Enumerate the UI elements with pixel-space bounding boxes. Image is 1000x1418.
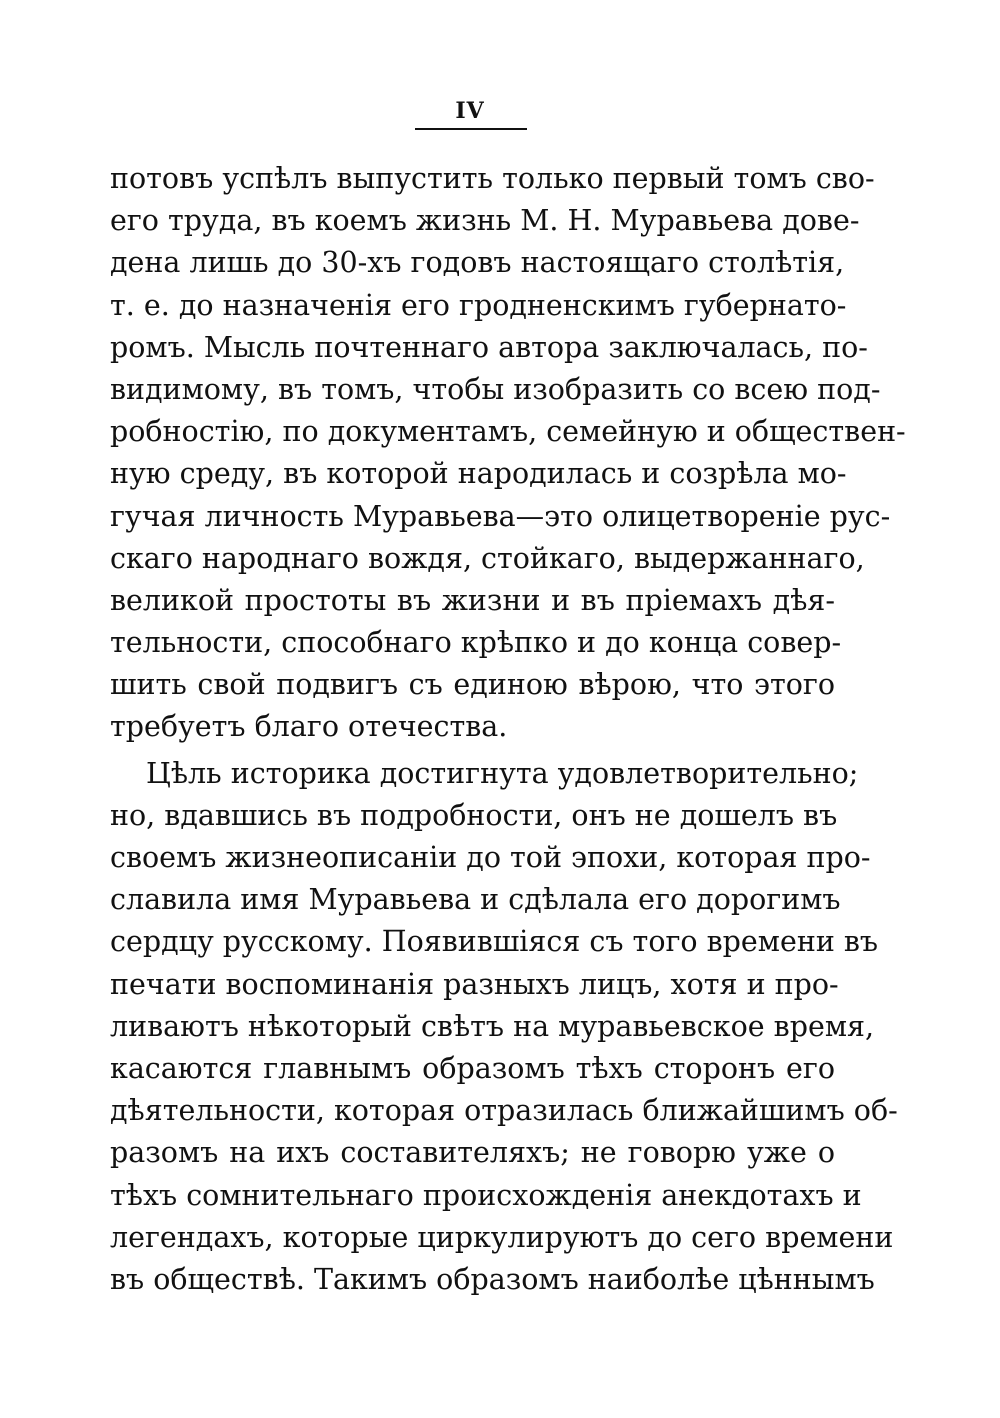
text-line: ную среду, въ которой народилась и созрѣла мо- [110, 457, 847, 491]
text-line: скаго народнаго вождя, стойкаго, выдержаннаго, [110, 541, 865, 575]
text-line: робностію, по документамъ, семейную и обществен- [110, 415, 906, 449]
text-line: разомъ на ихъ составителяхъ; не говорю уже о [110, 1136, 835, 1170]
text-line: дѣятельности, которая отразилась ближайшимъ об- [110, 1094, 898, 1128]
text-line: печати воспоминанія разныхъ лицъ, хотя и про- [110, 967, 839, 1001]
text-line: своемъ жизнеописаніи до той эпохи, которая про- [110, 841, 871, 874]
paragraph-1 [110, 158, 906, 749]
text-line: но, вдавшись въ подробности, онъ не дошелъ въ [110, 798, 838, 832]
text-line: шить свой подвигъ съ единою вѣрою, что этого [110, 668, 835, 702]
text-line: Цѣль историка достигнута удовлетворительно; [146, 756, 859, 790]
text-line: славила имя Муравьева и сдѣлала его дорогимъ [110, 883, 841, 917]
body-text [110, 158, 906, 1301]
header-rule [415, 128, 527, 130]
text-line: гучая личность Муравьева—это олицетвореніе рус- [110, 499, 891, 533]
text-line: видимому, въ томъ, чтобы изобразить со всею под- [110, 372, 881, 406]
text-line: ливаютъ нѣкоторый свѣтъ на муравьевское время, [110, 1009, 875, 1043]
text-line: дена лишь до 30-хъ годовъ настоящаго столѣтія, [110, 246, 845, 280]
text-line: требуетъ благо отечества. [110, 710, 508, 744]
text-line: тельности, способнаго крѣпко и до конца совер- [110, 626, 842, 660]
page-number: IV [455, 98, 485, 124]
text-line: потовъ успѣлъ выпустить только первый томъ сво- [110, 162, 875, 195]
text-line: касаются главнымъ образомъ тѣхъ сторонъ его [110, 1051, 835, 1085]
text-line: въ обществѣ. Такимъ образомъ наиболѣе цѣннымъ [110, 1262, 875, 1296]
paragraph-2 [110, 753, 898, 1301]
text-line: великой простоты въ жизни и въ пріемахъ дѣя- [110, 583, 835, 617]
text-line: т. е. до назначенія его гродненскимъ губернато- [110, 288, 847, 322]
text-line: легендахъ, которые циркулируютъ до сего времени [110, 1220, 894, 1254]
text-line: тѣхъ сомнительнаго происхожденія анекдотахъ и [110, 1178, 862, 1212]
text-line: ромъ. Мысль почтеннаго автора заключалась, по- [110, 330, 868, 364]
text-line: его труда, въ коемъ жизнь М. Н. Муравьева дове- [110, 204, 860, 238]
text-line: сердцу русскому. Появившіяся съ того времени въ [110, 925, 879, 959]
